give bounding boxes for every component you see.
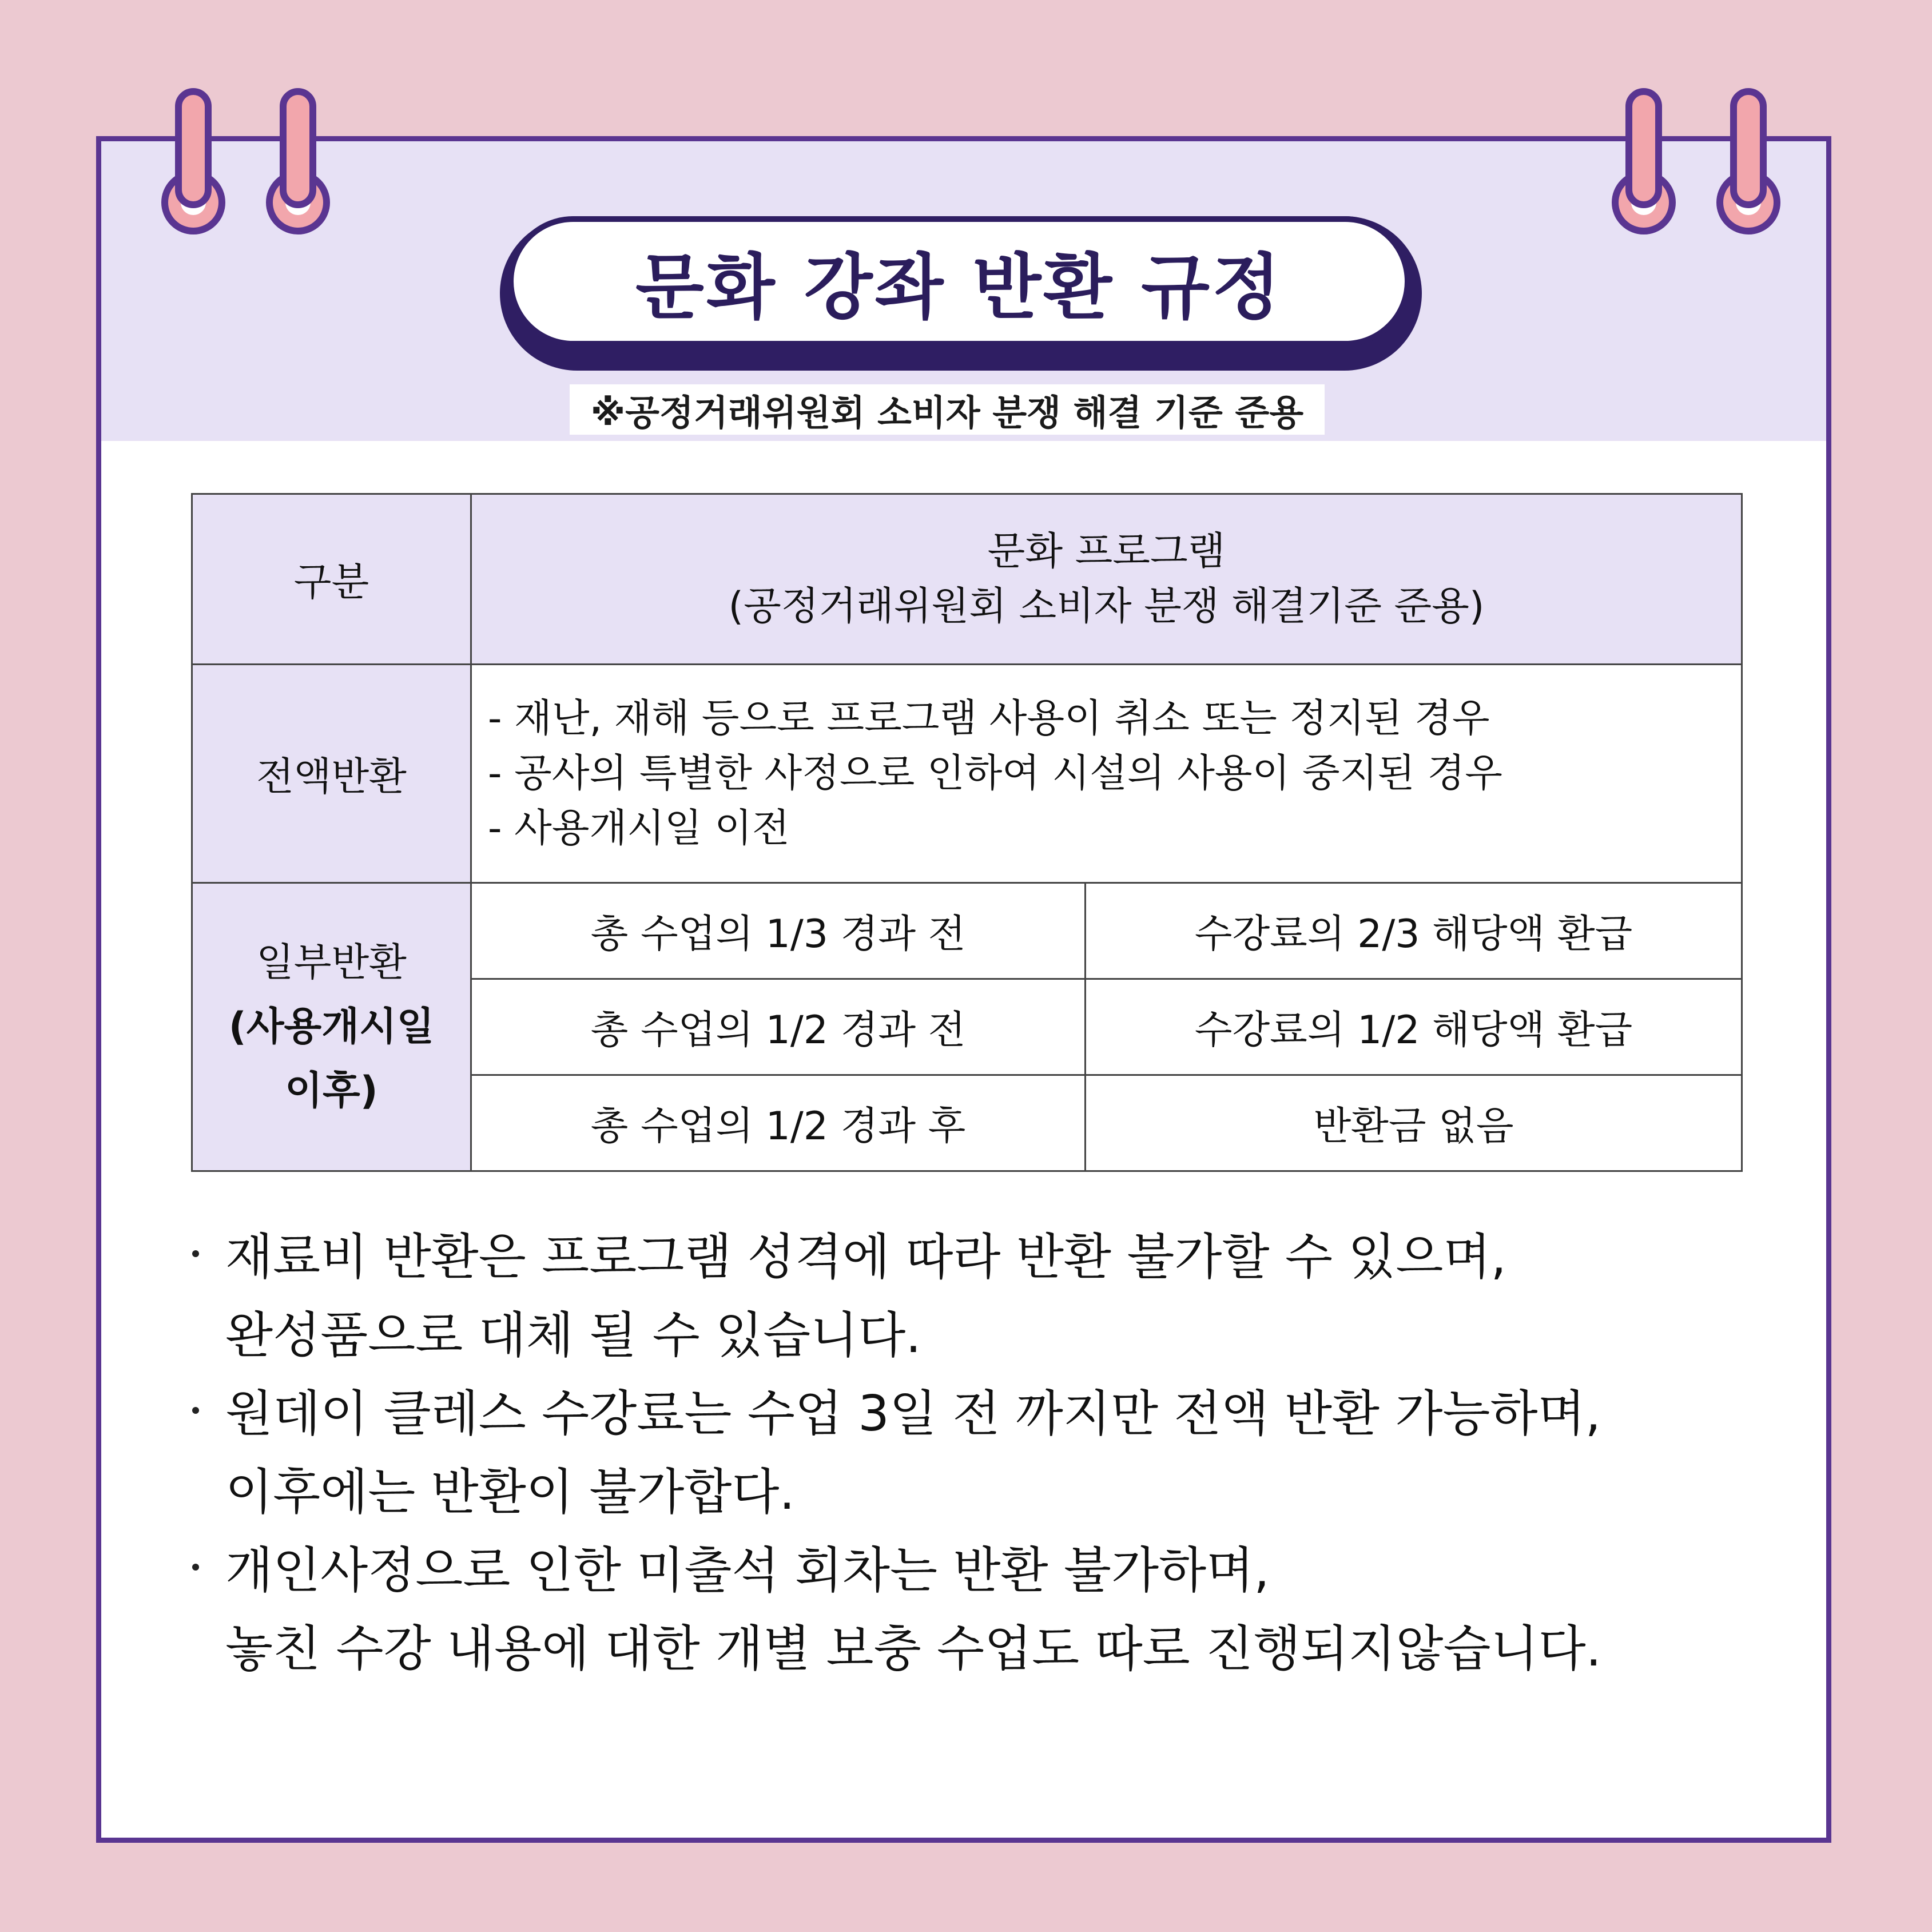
full-refund-condition: - 사용개시일 이전 bbox=[488, 805, 790, 851]
bullet-dot-icon bbox=[192, 1564, 199, 1571]
partial-refund-label: 일부반환 bbox=[256, 940, 407, 985]
partial-refund-label-cell bbox=[192, 883, 471, 1171]
note-line: 원데이 클레스 수강료는 수업 3일 전 까지만 전액 반환 가능하며, bbox=[225, 1385, 1601, 1442]
note-line: 놓친 수강 내용에 대한 개별 보충 수업도 따로 진행되지않습니다. bbox=[225, 1620, 1602, 1677]
note-item bbox=[191, 1375, 1792, 1532]
bullet-dot-icon bbox=[192, 1407, 199, 1414]
header-program-note: (공정거래위원회 소비자 분쟁 해결기준 준용) bbox=[728, 583, 1485, 629]
full-refund-label-cell bbox=[192, 665, 471, 883]
full-refund-conditions-cell bbox=[471, 665, 1742, 883]
partial-refund-amount: 수강료의 1/2 해당액 환급 bbox=[1086, 979, 1742, 1075]
title-pill bbox=[508, 216, 1410, 347]
binder-hook-icon bbox=[1625, 88, 1662, 208]
partial-refund-label: (사용개시일 bbox=[228, 1004, 435, 1050]
header-category-label: 구분 bbox=[293, 560, 369, 605]
note-item bbox=[191, 1532, 1792, 1688]
note-line: 완성품으로 대체 될 수 있습니다. bbox=[225, 1307, 921, 1364]
refund-table bbox=[191, 493, 1743, 1172]
full-refund-condition: - 재난, 재해 등으로 프로그램 사용이 취소 또는 정지된 경우 bbox=[488, 695, 1490, 741]
full-refund-condition: - 공사의 특별한 사정으로 인하여 시설의 사용이 중지된 경우 bbox=[488, 750, 1502, 796]
note-line: 개인사정으로 인한 미출석 회차는 반환 불가하며, bbox=[225, 1542, 1270, 1599]
partial-refund-row bbox=[192, 883, 1742, 979]
partial-refund-condition: 총 수업의 1/2 경과 전 bbox=[471, 979, 1086, 1075]
partial-refund-condition: 총 수업의 1/3 경과 전 bbox=[471, 883, 1086, 979]
partial-refund-condition: 총 수업의 1/2 경과 후 bbox=[471, 1075, 1086, 1171]
binder-hook-icon bbox=[175, 88, 212, 208]
table-header-row bbox=[192, 494, 1742, 665]
header-category-cell bbox=[192, 494, 471, 665]
note-line: 이후에는 반환이 불가합다. bbox=[225, 1464, 795, 1521]
partial-refund-amount: 반환금 없음 bbox=[1086, 1075, 1742, 1171]
page-subtitle: ※공정거래위원회 소비자 분쟁 해결 기준 준용 bbox=[570, 384, 1325, 435]
notes-list bbox=[191, 1218, 1792, 1688]
page-title: 문화 강좌 반환 규정 bbox=[635, 247, 1283, 329]
binder-hook-icon bbox=[1730, 88, 1767, 208]
header-program-title: 문화 프로그램 bbox=[987, 528, 1226, 574]
note-line: 재료비 반환은 프로그램 성격에 따라 반환 불가할 수 있으며, bbox=[225, 1229, 1506, 1286]
bullet-dot-icon bbox=[192, 1250, 199, 1257]
binder-hook-icon bbox=[280, 88, 316, 208]
full-refund-row bbox=[192, 665, 1742, 883]
partial-refund-label: 이후) bbox=[285, 1068, 378, 1114]
partial-refund-amount: 수강료의 2/3 해당액 환급 bbox=[1086, 883, 1742, 979]
full-refund-label: 전액반환 bbox=[256, 754, 407, 800]
header-program-cell bbox=[471, 494, 1742, 665]
note-item bbox=[191, 1218, 1792, 1375]
